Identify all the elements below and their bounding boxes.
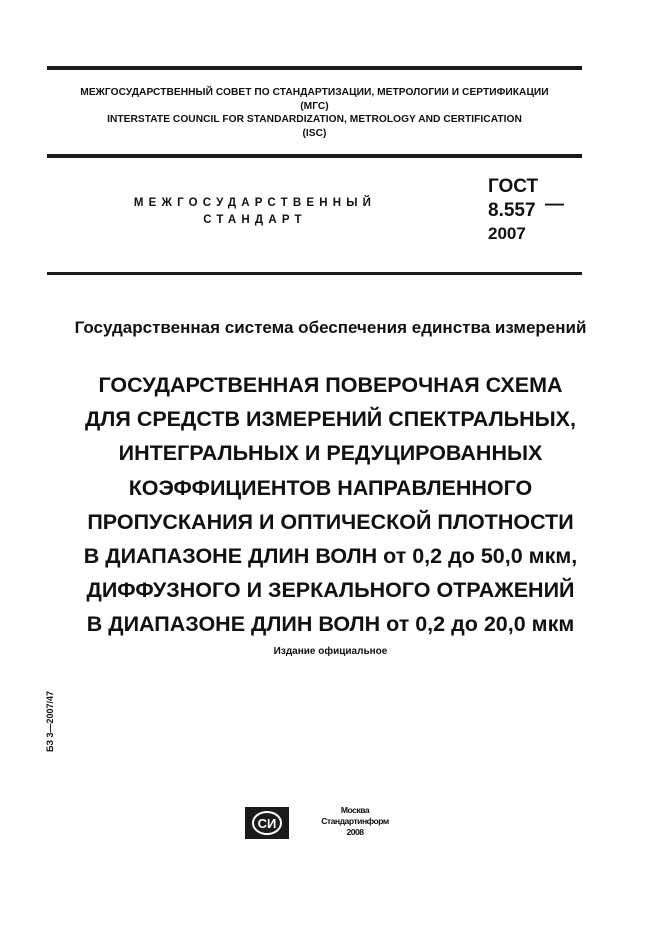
main-title-line: ДИФФУЗНОГО И ЗЕРКАЛЬНОГО ОТРАЖЕНИЙ [86,578,575,603]
edition-label: Издание официальное [273,646,388,657]
second-rule [47,154,582,158]
third-rule [47,272,582,275]
publisher-year: 2008 [346,827,364,837]
gost-label: ГОСТ [488,176,539,197]
council-en-line: INTERSTATE COUNCIL FOR STANDARDIZATION, METROLOGY AND CERTIFICATION [107,114,522,125]
main-title-line: ДЛЯ СРЕДСТВ ИЗМЕРЕНИЙ СПЕКТРАЛЬНЫХ, [84,407,576,432]
gost-number: 8.557 [488,200,536,221]
publisher-block [300,805,410,838]
top-rule [47,66,582,70]
publisher-city: Москва [340,805,370,815]
council-ru-abbr: (МГС) [300,100,329,112]
main-title [20,368,641,642]
standartinform-logo-icon [245,807,289,839]
side-code: БЗ 3—2007/47 [45,690,55,752]
standard-type-line2: СТАНДАРТ [203,214,307,226]
main-title-line: В ДИАПАЗОНЕ ДЛИН ВОЛН от 0,2 до 50,0 мкм, [83,544,578,569]
gost-year: 2007 [488,224,526,243]
system-title: Государственная система обеспечения единства измерений [74,318,587,337]
main-title-line: ГОСУДАРСТВЕННАЯ ПОВЕРОЧНАЯ СХЕМА [98,373,563,397]
main-title-line: КОЭФФИЦИЕНТОВ НАПРАВЛЕННОГО [128,475,533,500]
gost-dash: — [545,194,564,215]
standard-type-line1: МЕЖГОСУДАРСТВЕННЫЙ [133,197,377,209]
council-ru-line: МЕЖГОСУДАРСТВЕННЫЙ СОВЕТ ПО СТАНДАРТИЗАЦИИ, МЕТРОЛОГИИ И СЕРТИФИКАЦИИ [80,87,549,98]
main-title-line: ИНТЕГРАЛЬНЫХ И РЕДУЦИРОВАННЫХ [118,441,543,466]
main-title-line: В ДИАПАЗОНЕ ДЛИН ВОЛН от 0,2 до 20,0 мкм [86,612,575,637]
logo-text: СИ [257,816,277,831]
council-en-abbr: (ISC) [302,127,327,139]
publisher-name: Стандартинформ [321,816,389,826]
main-title-line: ПРОПУСКАНИЯ И ОПТИЧЕСКОЙ ПЛОТНОСТИ [87,509,574,534]
